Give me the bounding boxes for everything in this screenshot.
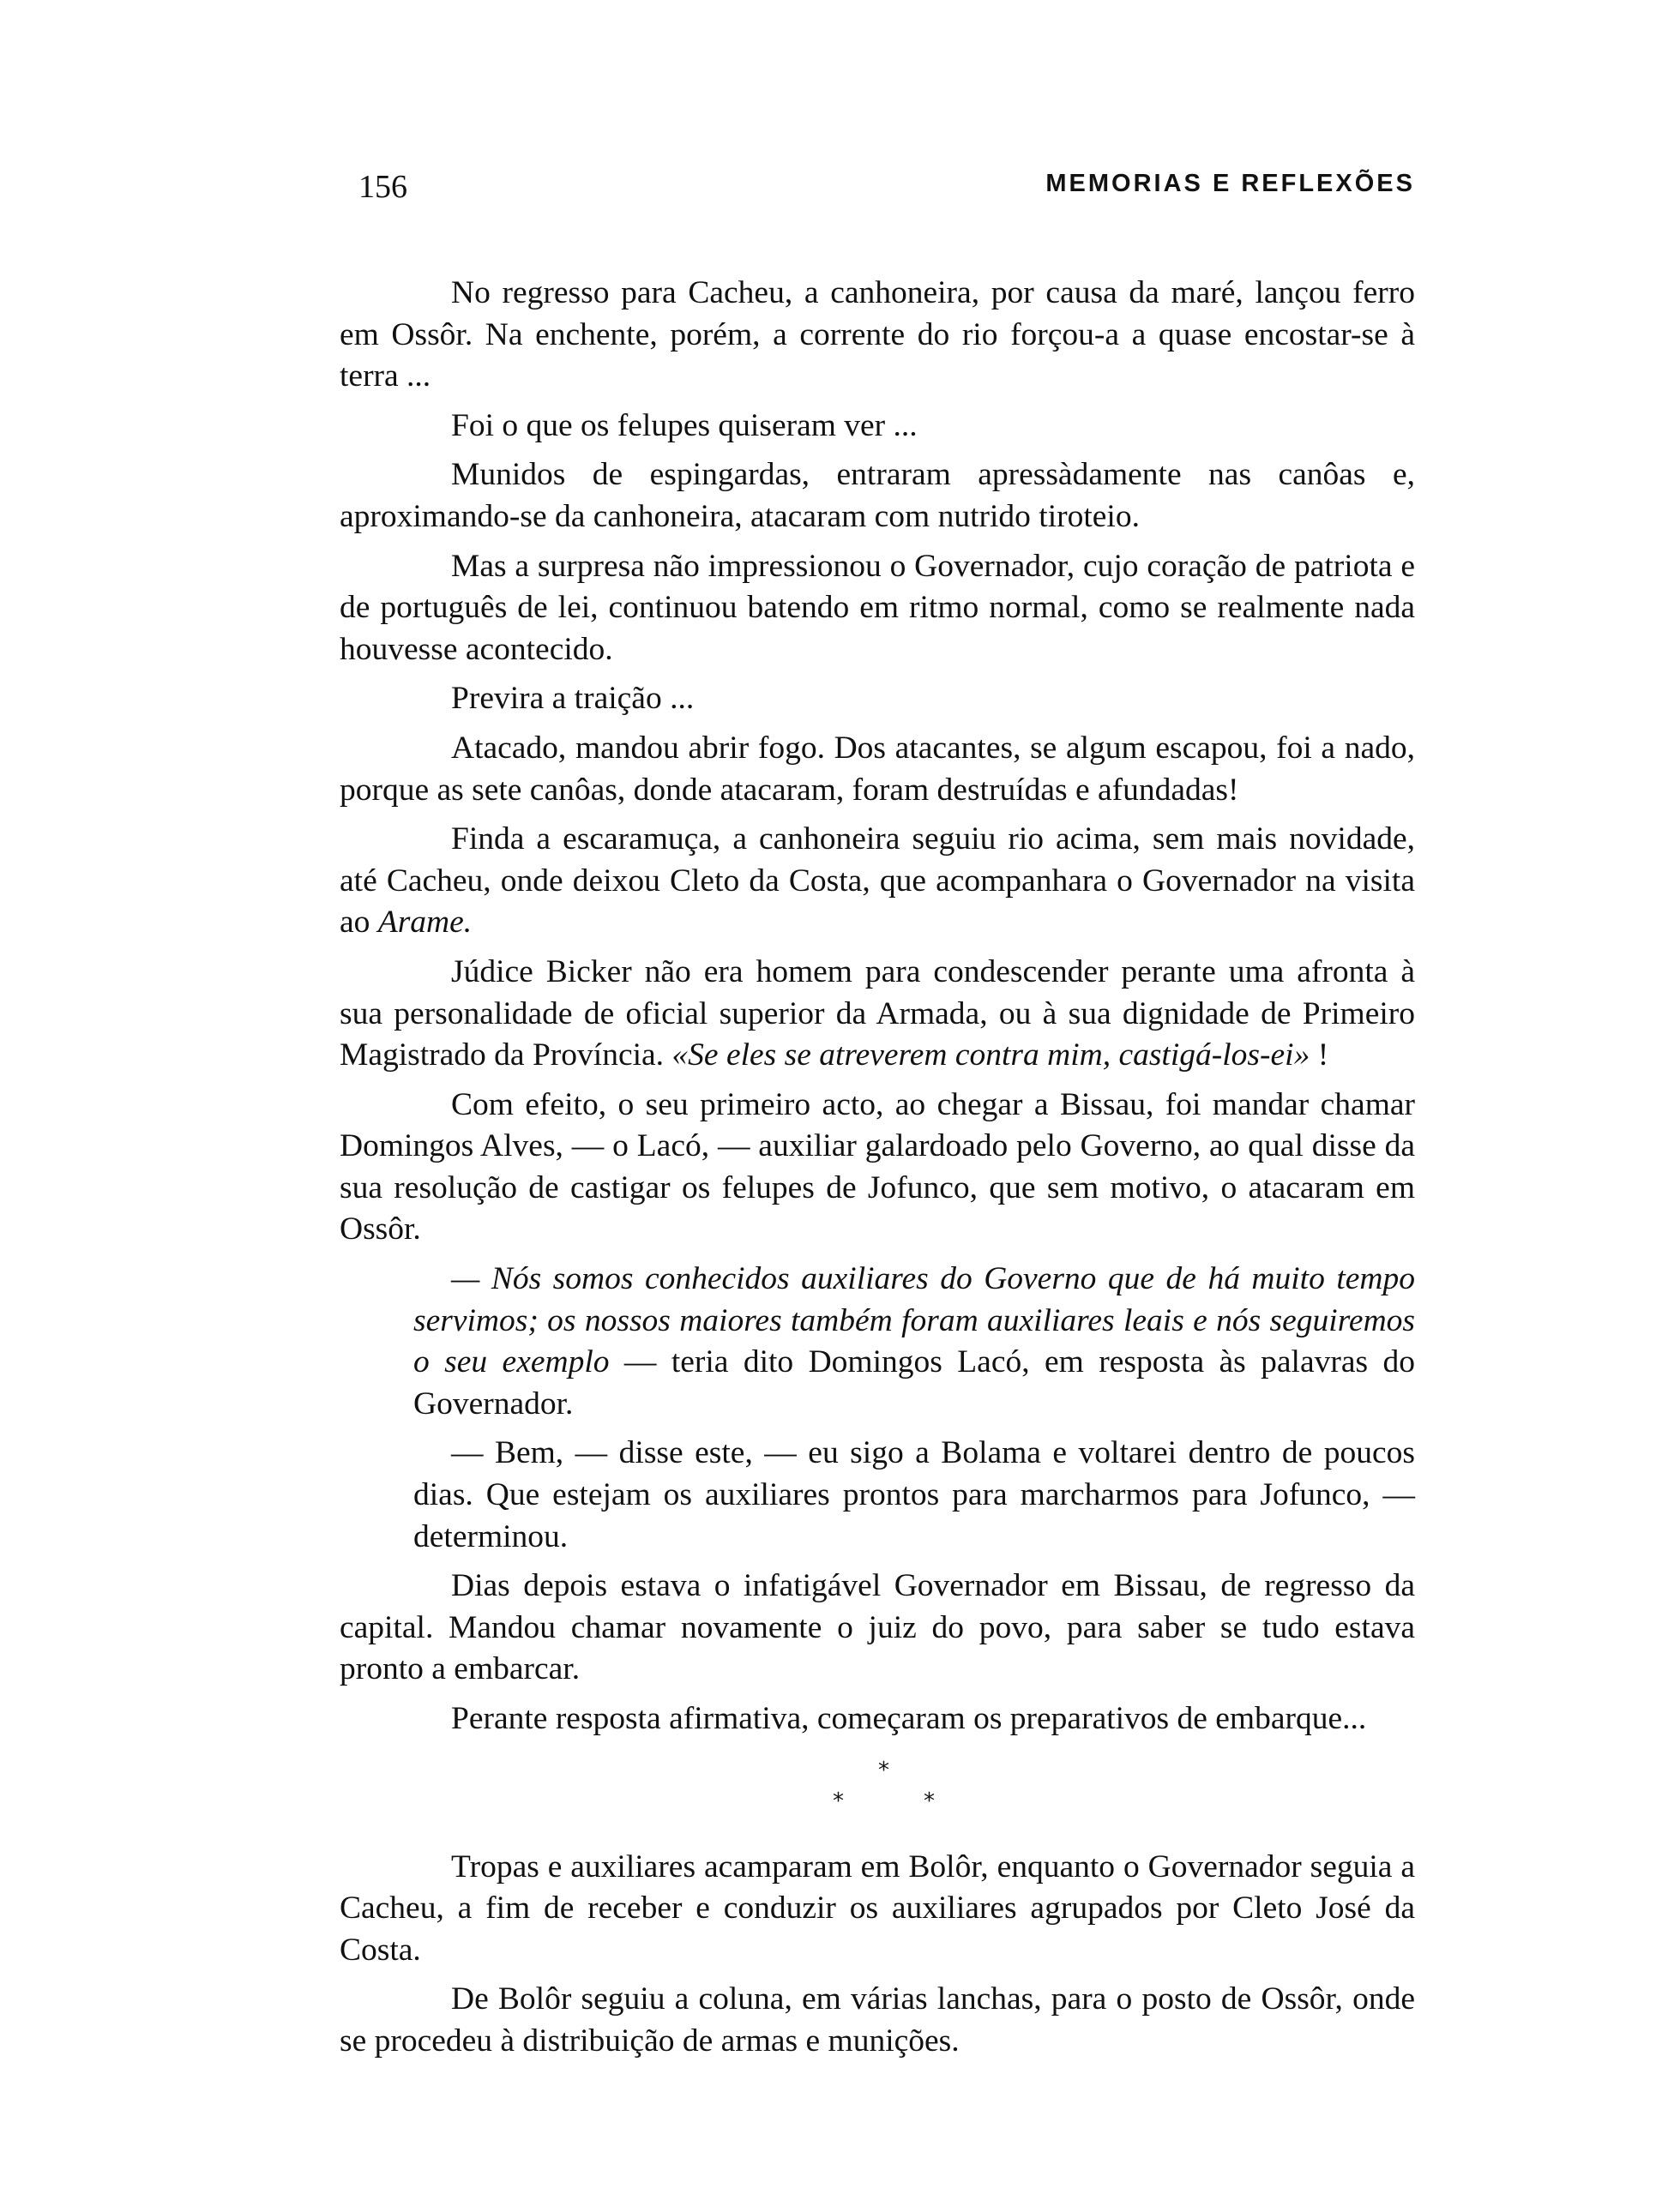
paragraph: Dias depois estava o infatigável Governador em Bissau, de regresso da capital. Mandou chamar novamente o juiz do povo, para saber se tudo estava pronto a embarcar. [340,1568,1415,1687]
paragraph: Foi o que os felupes quiseram ver ... [451,407,918,443]
paragraph: Com efeito, o seu primeiro acto, ao chegar a Bissau, foi mandar chamar Domingos Alves, — o Lacó, — auxiliar galardoado pelo Governo, ao qual disse da sua resolução de castigar os felupes de Jofunco, que sem motivo, o atacaram em Ossôr. [340,1086,1415,1247]
asterisk-icon: * [878,1757,889,1783]
body-text [340,273,1415,2071]
italic-quote: «Se eles se atreverem contra mim, castigá-los-ei» [671,1037,1310,1073]
dialog-paragraph: — Bem, — disse este, — eu sigo a Bolama e voltarei dentro de poucos dias. Que estejam os auxiliares prontos para marcharmos para Jofunco, — determinou. [413,1435,1415,1554]
asterisk-icon: * [833,1788,844,1814]
paragraph: De Bolôr seguiu a coluna, em várias lanchas, para o posto de Ossôr, onde se procedeu à distribuição de armas e munições. [340,1981,1415,2059]
paragraph: Munidos de espingardas, entraram apressàdamente nas canôas e, aproximando-se da canhoneira, atacaram com nutrido tiroteio. [340,457,1415,534]
exclamation: ! [1310,1037,1329,1073]
asterisk-icon: * [924,1788,935,1814]
paragraph-bicker [340,952,1415,1077]
paragraph-text: Finda a escaramuça, a canhoneira seguiu rio acima, sem mais novidade, até Cacheu, onde deixou Cleto da Costa, que acompanhara o Governador na visita ao [340,821,1415,941]
dialog-paragraph [413,1259,1415,1425]
italic-arame: Arame. [377,905,473,941]
section-separator [340,1756,1415,1835]
dialog-text: — teria dito Domingos Lacó, em resposta às palavras do Governador. [413,1344,1416,1422]
paragraph-arame [340,819,1415,944]
paragraph: Tropas e auxiliares acamparam em Bolôr, enquanto o Governador seguia a Cacheu, a fim de receber e conduzir os auxiliares agrupados por Cleto José da Costa. [340,1848,1415,1968]
paragraph: No regresso para Cacheu, a canhoneira, por causa da maré, lançou ferro em Ossôr. Na enchente, porém, a corrente do rio forçou-a a quase encostar-se à terra ... [340,275,1415,394]
paragraph-text: Júdice Bicker não era homem para condescender perante uma afronta à sua personalidade de oficial superior da Armada, ou à sua dignidade de Primeiro Magistrado da Província. [340,953,1415,1073]
paragraph: Previra a traição ... [451,681,695,717]
dialog-italic: — Nós somos conhecidos auxiliares do Governo que de há muito tempo servimos; os nossos maiores também foram auxiliares leais e nós seguiremos o seu exemplo [413,1261,1415,1380]
paragraph: Mas a surpresa não impressionou o Governador, cujo coração de patriota e de português de lei, continuou batendo em ritmo normal, como se realmente nada houvesse acontecido. [340,548,1415,667]
paragraph: Perante resposta afirmativa, começaram os preparativos de embarque... [451,1701,1367,1736]
running-title: MEMORIAS E REFLEXÕES [1045,170,1415,197]
paragraph: Atacado, mandou abrir fogo. Dos atacantes, se algum escapou, foi a nado, porque as sete canôas, donde atacaram, foram destruídas e afundadas! [340,730,1415,808]
page-number: 156 [358,169,407,205]
